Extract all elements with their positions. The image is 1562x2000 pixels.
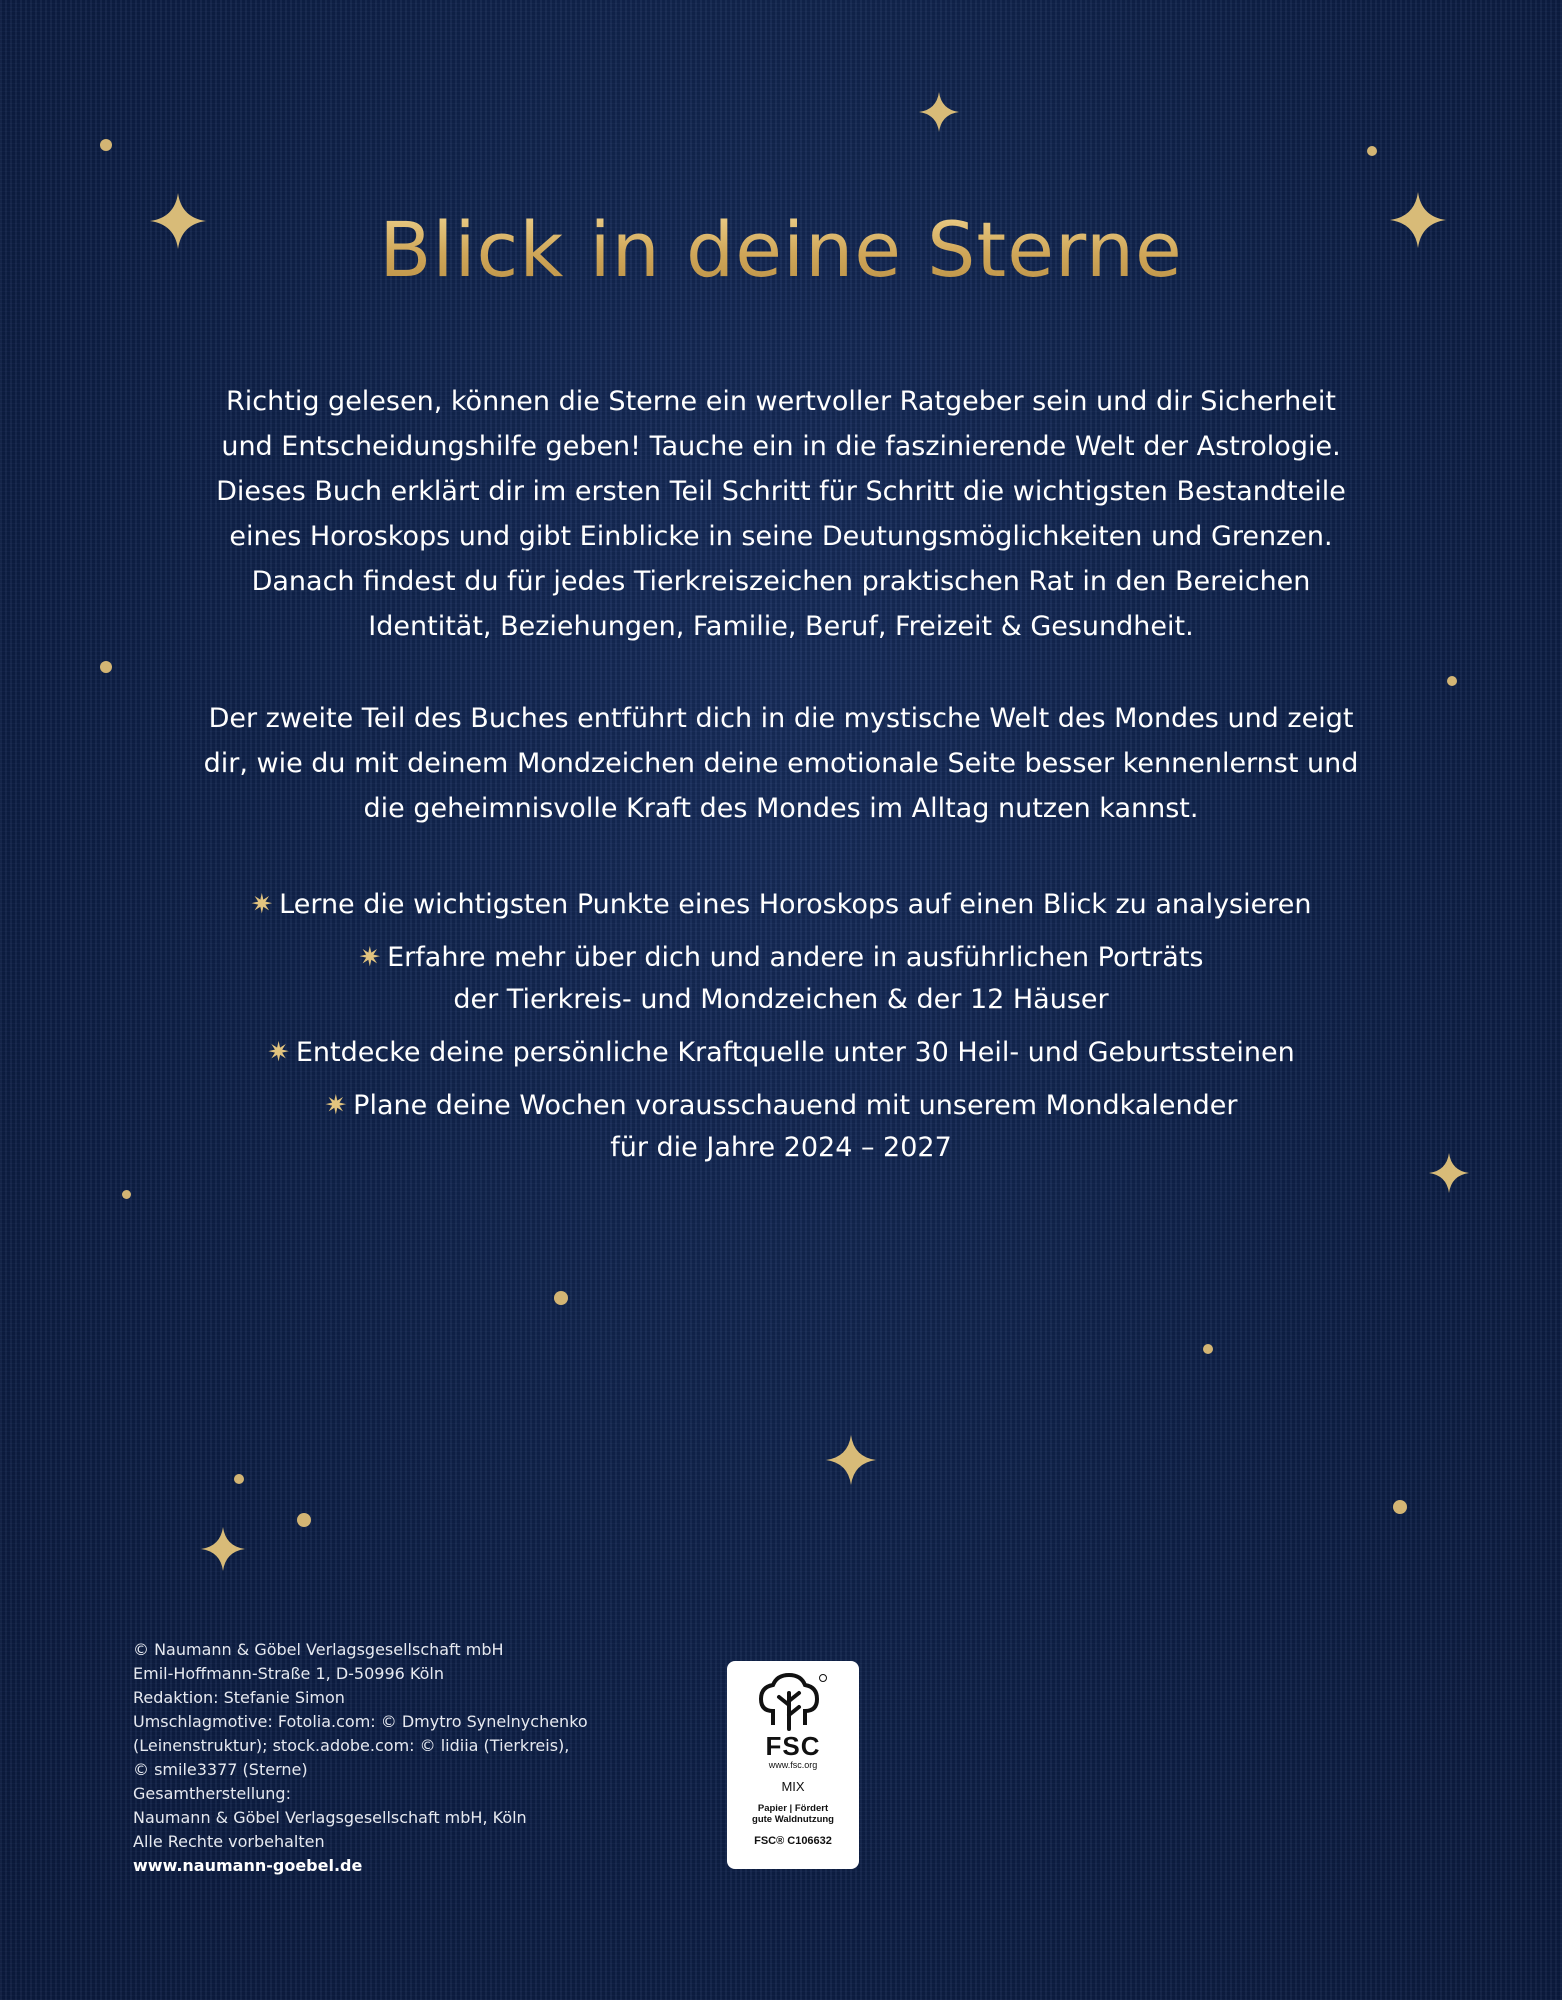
star-dot (1203, 1344, 1213, 1354)
star-bullet-icon: ✷ (267, 1037, 290, 1068)
feature-text: Erfahre mehr über dich und andere in ausführlichen Porträts (387, 942, 1204, 973)
feature-text-continued: für die Jahre 2024 – 2027 (610, 1132, 952, 1163)
intro-line: Danach findest du für jedes Tierkreiszeichen praktischen Rat in den Bereichen (251, 566, 1311, 597)
fsc-claim (727, 1803, 859, 1825)
imprint-line: Redaktion: Stefanie Simon (133, 1688, 345, 1707)
moon-line: die geheimnisvolle Kraft des Mondes im Alltag nutzen kannst. (363, 793, 1199, 824)
feature-item (181, 1032, 1381, 1074)
moon-line: Der zweite Teil des Buches entführt dich in die mystische Welt des Mondes und zeigt (208, 703, 1354, 734)
star-dot (100, 139, 112, 151)
intro-line: und Entscheidungshilfe geben! Tauche ein in die faszinierende Welt der Astrologie. (221, 431, 1341, 462)
sparkle-star-icon (1429, 1153, 1469, 1193)
fsc-claim-line: Papier | Fördert (757, 1803, 829, 1814)
feature-item (181, 937, 1381, 1021)
moon-line: dir, wie du mit deinem Mondzeichen deine emotionale Seite besser kennenlernst und (203, 748, 1359, 779)
star-dot (554, 1291, 568, 1305)
star-bullet-icon: ✷ (324, 1090, 348, 1121)
star-dot (234, 1474, 244, 1484)
fsc-mix: MIX (781, 1779, 805, 1794)
feature-text: Entdecke deine persönliche Kraftquelle unter 30 Heil- und Geburtssteinen (295, 1037, 1295, 1068)
fsc-web: www.fsc.org (768, 1760, 818, 1770)
imprint-line: Naumann & Göbel Verlagsgesellschaft mbH, Köln (133, 1808, 527, 1827)
sparkle-star-icon (150, 193, 206, 249)
imprint-line: © smile3377 (Sterne) (133, 1760, 308, 1779)
star-dot (1367, 146, 1377, 156)
star-dot (297, 1513, 311, 1527)
star-dot (1393, 1500, 1407, 1514)
book-title: Blick in deine Sterne (0, 205, 1562, 294)
imprint-line: Umschlagmotive: Fotolia.com: © Dmytro Synelnychenko (133, 1712, 588, 1731)
feature-item (181, 1085, 1381, 1169)
imprint-line: (Leinenstruktur); stock.adobe.com: © lidiia (Tierkreis), (133, 1736, 570, 1755)
fsc-license-code: FSC® C106632 (754, 1835, 832, 1847)
feature-text: Plane deine Wochen vorausschauend mit unserem Mondkalender (353, 1090, 1238, 1121)
intro-line: Richtig gelesen, können die Sterne ein wertvoller Ratgeber sein und dir Sicherheit (226, 386, 1336, 417)
imprint-block (133, 1638, 653, 1878)
imprint-line: Alle Rechte vorbehalten (133, 1832, 325, 1851)
sparkle-star-icon (201, 1527, 245, 1571)
intro-paragraph (181, 379, 1381, 649)
feature-item (181, 884, 1381, 926)
moon-paragraph (181, 696, 1381, 831)
fsc-tree-icon (755, 1671, 831, 1731)
star-dot (122, 1190, 131, 1199)
sparkle-star-icon (919, 92, 959, 132)
fsc-claim-line: gute Waldnutzung (752, 1814, 834, 1825)
sparkle-star-icon (826, 1435, 876, 1485)
imprint-line: Gesamtherstellung: (133, 1784, 291, 1803)
feature-list (181, 884, 1381, 1180)
feature-text: Lerne die wichtigsten Punkte eines Horoskops auf einen Blick zu analysieren (279, 889, 1312, 920)
star-bullet-icon: ✷ (358, 942, 382, 973)
intro-line: eines Horoskops und gibt Einblicke in seine Deutungsmöglichkeiten und Grenzen. (229, 521, 1333, 552)
sparkle-star-icon (1390, 192, 1446, 248)
star-dot (100, 661, 112, 673)
intro-line: Dieses Buch erklärt dir im ersten Teil Schritt für Schritt die wichtigsten Bestandteile (216, 476, 1346, 507)
fsc-label (727, 1661, 859, 1869)
fsc-brand: FSC (765, 1731, 821, 1761)
star-bullet-icon: ✷ (250, 889, 274, 920)
intro-line: Identität, Beziehungen, Familie, Beruf, Freizeit & Gesundheit. (368, 611, 1194, 642)
imprint-line: Emil-Hoffmann-Straße 1, D-50996 Köln (133, 1664, 444, 1683)
feature-text-continued: der Tierkreis- und Mondzeichen & der 12 Häuser (453, 984, 1109, 1015)
imprint-line: © Naumann & Göbel Verlagsgesellschaft mbH (133, 1640, 504, 1659)
publisher-url: www.naumann-goebel.de (133, 1856, 363, 1875)
star-dot (1447, 676, 1457, 686)
